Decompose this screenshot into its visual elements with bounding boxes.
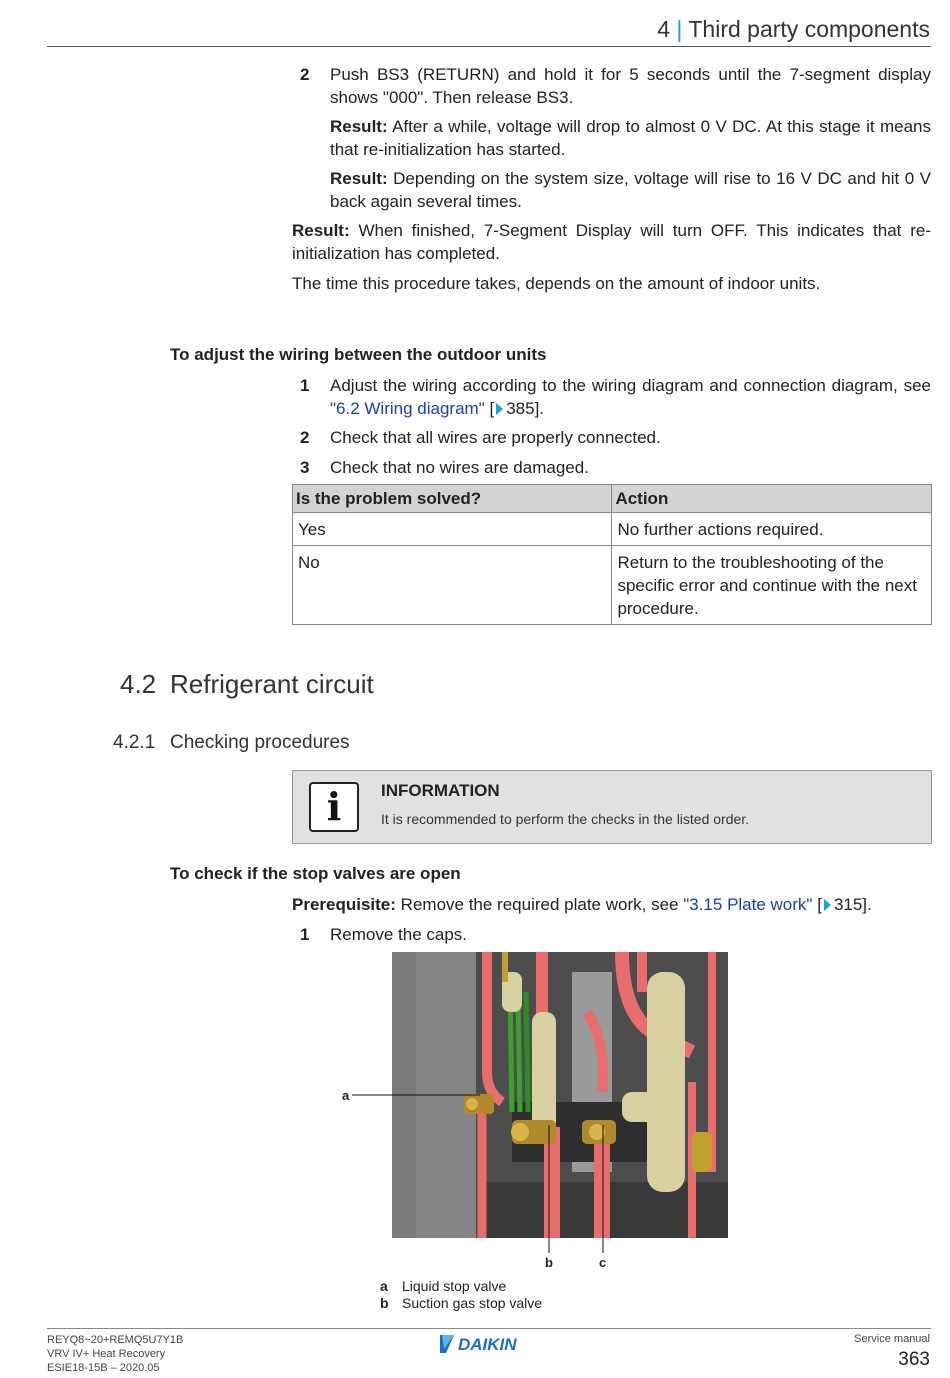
- section-number: 4.2: [120, 669, 157, 699]
- callout-label-b: b: [545, 1255, 553, 1270]
- header-rule: [47, 46, 931, 47]
- result-label: Result:: [292, 221, 350, 240]
- legend-text: Liquid stop valve: [402, 1278, 507, 1294]
- problem-solved-table: [292, 484, 932, 625]
- section-title: Refrigerant circuit: [170, 669, 374, 699]
- footer-line: ESIE18-15B – 2020.05: [47, 1362, 160, 1374]
- chapter-title: Third party components: [688, 16, 930, 42]
- result-text: When finished, 7-Segment Display will turn OFF. This indicates that re-initialization has completed.: [292, 221, 931, 263]
- callout-label-c: c: [599, 1255, 607, 1270]
- footer-line: VRV IV+ Heat Recovery: [47, 1348, 166, 1360]
- legend-text: Suction gas stop valve: [402, 1295, 543, 1311]
- result-paragraph: [330, 167, 931, 213]
- step-number: 2: [300, 428, 310, 447]
- result-text: After a while, voltage will drop to almost 0 V DC. At this stage it means that re-initialization has started.: [330, 117, 932, 159]
- table-header-cell: Is the problem solved?: [293, 485, 612, 513]
- header-separator: |: [676, 16, 683, 42]
- result-text: Depending on the system size, voltage will rise to 16 V DC and hit 0 V back again several times.: [330, 169, 931, 211]
- page-ref: 315].: [833, 895, 872, 914]
- page-ref-arrow-icon: [496, 403, 503, 415]
- page-number: 363: [898, 1349, 930, 1370]
- table-row: [293, 513, 932, 546]
- plate-work-link[interactable]: "3.15 Plate work": [683, 895, 813, 914]
- step-text: Remove the caps.: [330, 925, 468, 944]
- table-header-row: [293, 485, 932, 513]
- page-ref-arrow-icon: [824, 899, 831, 911]
- page-ref-bracket: [: [817, 895, 822, 914]
- info-icon: i: [309, 782, 359, 832]
- step-number: 1: [300, 376, 310, 395]
- result-paragraph: [330, 115, 931, 161]
- subsection-title: Checking procedures: [170, 732, 350, 753]
- result-label: Result:: [330, 169, 388, 188]
- callout-label-a: a: [342, 1088, 350, 1103]
- table-cell: Yes: [293, 513, 612, 546]
- step-text: Check that no wires are damaged.: [330, 458, 589, 477]
- table-cell: No: [293, 546, 612, 625]
- information-box: [292, 770, 932, 844]
- legend-item: [380, 1295, 542, 1311]
- callout-line-a: [340, 1085, 500, 1105]
- info-text: It is recommended to perform the checks in the listed order.: [381, 811, 750, 827]
- legend-key: b: [380, 1295, 389, 1311]
- legend-item: [380, 1278, 506, 1294]
- step-text: [330, 374, 931, 420]
- page-ref-bracket: [: [489, 399, 495, 418]
- daikin-logo: [440, 1333, 540, 1360]
- daikin-logo-mark-icon: [440, 1333, 540, 1355]
- time-note: The time this procedure takes, depends on the amount of indoor units.: [292, 274, 821, 293]
- step-number: 2: [300, 65, 310, 84]
- table-cell: Return to the troubleshooting of the specific error and continue with the next procedure.: [612, 546, 932, 625]
- table-row: [293, 546, 932, 625]
- footer-rule: [47, 1328, 931, 1329]
- legend-key: a: [380, 1278, 388, 1294]
- subsection-number: 4.2.1: [113, 732, 156, 753]
- stop-valves-heading: To check if the stop valves are open: [170, 864, 461, 883]
- step-text: Push BS3 (RETURN) and hold it for 5 seconds until the 7-segment display shows "000". Then release BS3.: [330, 65, 931, 107]
- chapter-number: 4: [657, 16, 671, 42]
- wiring-heading: To adjust the wiring between the outdoor units: [170, 345, 547, 364]
- page-ref: 385].: [506, 399, 545, 418]
- footer-line: REYQ8~20+REMQ5U7Y1B: [47, 1334, 184, 1346]
- step-text: Check that all wires are properly connected.: [330, 428, 661, 447]
- step-text-body: Adjust the wiring according to the wiring diagram and connection diagram, see: [330, 376, 931, 395]
- prerequisite-text: Remove the required plate work, see: [400, 895, 679, 914]
- step-number: 3: [300, 458, 310, 477]
- table-cell: No further actions required.: [612, 513, 932, 546]
- wiring-diagram-link[interactable]: "6.2 Wiring diagram": [330, 399, 485, 418]
- logo-text: DAIKIN: [458, 1335, 517, 1354]
- result-label: Result:: [330, 117, 388, 136]
- final-result-paragraph: [292, 219, 931, 265]
- page-header: [657, 16, 930, 43]
- prerequisite-paragraph: [292, 893, 931, 916]
- callout-lines-bc: [540, 1125, 610, 1260]
- table-header-cell: Action: [612, 485, 932, 513]
- footer-model-info: [47, 1333, 183, 1375]
- prerequisite-label: Prerequisite:: [292, 895, 396, 914]
- footer-doc-type: Service manual: [854, 1333, 930, 1345]
- step-number: 1: [300, 925, 310, 944]
- info-title: INFORMATION: [381, 781, 500, 800]
